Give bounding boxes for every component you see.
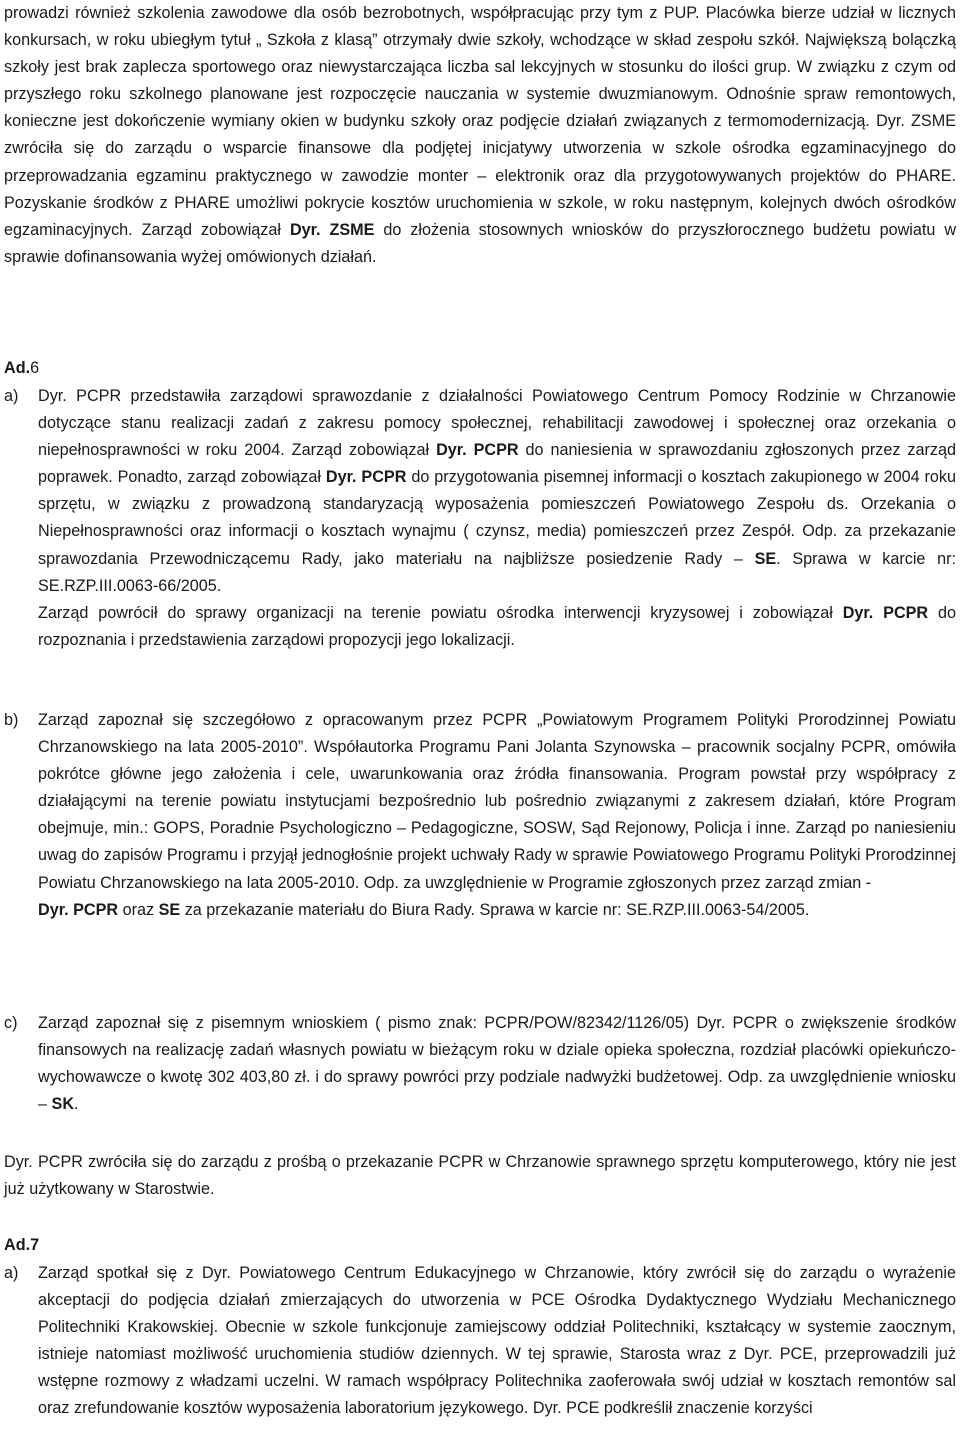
ad6-b-text-2: oraz <box>122 900 155 919</box>
ad7-heading-label: Ad.7 <box>4 1236 40 1254</box>
ad6-item-b <box>4 707 956 924</box>
ad6-a-text-4: . Sprawa w karcie nr: SE.RZP.III.0063-66/2005. <box>38 549 956 595</box>
ad6-a-p2-bold-1: Dyr. PCPR <box>842 603 929 622</box>
ad6-item-a-letter: a) <box>4 387 19 405</box>
ad6-a-text-3: do przygotowania pisemnej informacji o kosztach zakupionego w 2004 roku sprzętu, w związku z prowadzoną standaryzacją wyposażenia pomieszczeń Powiatowego Zespołu ds. Orzekania o Niepełnosprawności oraz informacji o kosztach wynajmu ( czynsz, media) pomieszczeń przez Zespół. Odp. za przekazanie sprawozdania Przewodniczącemu Rady, jako materiału na najbliższe posiedzenie Rady – <box>38 468 956 568</box>
ad6-item-b-letter: b) <box>4 711 19 729</box>
ad6-b-text-1: Zarząd zapoznał się szczegółowo z opracowanym przez PCPR „Powiatowym Programem Polityki Prorodzinnej Powiatu Chrzanowskiego na lata 2005-2010”. Współautorka Programu Pani Jolanta Szynowska – pracownik socjalny PCPR, omówiła pokrótce główne jego założenia i cele, uwarunkowania oraz źródła finansowania. Program powstał przy współpracy z działającymi na terenie powiatu instytucjami bezpośrednio lub pośrednio związanymi z zakresem działań, które Program obejmuje, min.: GOPS, Poradnie Psychologiczno – Pedagogiczne, SOSW, Sąd Rejonowy, Policja i inne. Zarząd po naniesieniu uwag do zapisów Programu i przyjął jednogłośnie projekt uchwały Rady w sprawie Powiatowego Programu Polityki Prorodzinnej Powiatu Chrzanowskiego na lata 2005-2010. Odp. za uwzględnienie w Programie zgłoszonych przez zarząd zmian - <box>38 711 956 892</box>
ad6-a-p2-text-2: do rozpoznania i przedstawienia zarządowi propozycji jego lokalizacji. <box>38 603 957 649</box>
ad6-a-p2-text-1: Zarząd powrócił do sprawy organizacji na terenie powiatu ośrodka interwencji kryzysowej i zobowiązał <box>38 603 833 622</box>
ad6-b-bold-1: Dyr. PCPR <box>38 900 119 919</box>
ad6-item-b-body <box>38 707 956 924</box>
ad7-item-a <box>4 1260 956 1423</box>
ad6-item-c-body <box>38 1010 956 1118</box>
ad6-b-bold-2: SE <box>158 900 181 919</box>
ad6-a-bold-3: SE <box>754 549 777 568</box>
ad6-c-bold-1: SK <box>51 1095 75 1114</box>
ad6-c-text-1: Zarząd zapoznał się z pisemnym wnioskiem ( pismo znak: PCPR/POW/82342/1126/05) Dyr. PCPR o zwiększenie środków finansowych na realizację zadań własnych powiatu w bieżącym roku w dziale opieka społeczna, rozdział placówki opiekuńczo-wychowawcze o kwotę 302 403,80 zł. i do sprawy powróci przy podziale nadwyżki budżetowej. Odp. za uwzględnienie wniosku – <box>38 1014 956 1114</box>
ad6-heading <box>4 355 956 382</box>
ad6-a-bold-2: Dyr. PCPR <box>325 468 407 487</box>
intro-text-tail: do złożenia stosownych wniosków do przyszłorocznego budżetu powiatu w sprawie dofinansowania wyżej omówionych działań. <box>4 220 957 266</box>
ad6-heading-number: 6 <box>30 359 40 377</box>
ad6-a-text-2: do naniesienia w sprawozdaniu zgłoszonych przez zarząd poprawek. Ponadto, zarząd zobowiązał <box>38 441 956 487</box>
ad6-c-text-2: . <box>74 1095 79 1114</box>
intro-bold-ref: Dyr. ZSME <box>289 220 375 239</box>
ad7-item-a-letter: a) <box>4 1264 19 1282</box>
ad7-heading <box>4 1232 956 1259</box>
intro-paragraph <box>4 0 956 271</box>
ad6-a-bold-1: Dyr. PCPR <box>436 441 519 460</box>
ad6-b-text-3: za przekazanie materiału do Biura Rady. Sprawa w karcie nr: SE.RZP.III.0063-54/2005. <box>184 900 810 919</box>
ad6-closing-text: Dyr. PCPR zwróciła się do zarządu z prośbą o przekazanie PCPR w Chrzanowie sprawnego sprzętu komputerowego, który nie jest już użytkowany w Starostwie. <box>4 1153 956 1199</box>
ad7-item-a-body: Zarząd spotkał się z Dyr. Powiatowego Centrum Edukacyjnego w Chrzanowie, który zwrócił się do zarządu o wyrażenie akceptacji do podjęcia działań zmierzających do utworzenia w PCE Ośrodka Dydaktycznego Wydziału Mechanicznego Politechniki Krakowskiej. Obecnie w szkole funkcjonuje zamiejscowy oddział Politechniki, kształcący w systemie zaocznym, istnieje natomiast możliwość uruchomienia studiów dziennych. W tej sprawie, Starosta wraz z Dyr. PCE, przeprowadzili już wstępne rozmowy z władzami uczelni. W ramach współpracy Politechnika zaoferowała swój udział w kosztach remontów sal oraz zrefundowanie kosztów wyposażenia laboratorium językowego. Dyr. PCE podkreślił znaczenie korzyści <box>38 1264 956 1418</box>
intro-text-main: prowadzi również szkolenia zawodowe dla osób bezrobotnych, współpracując przy tym z PUP. Placówka bierze udział w licznych konkursach, w roku ubiegłym tytuł „ Szkoła z klasą” otrzymały dwie szkoły, wchodzące w skład zespołu szkół. Największą bolączką szkoły jest brak zaplecza sportowego oraz niewystarczająca liczba sal lekcyjnych w stosunku do ilości grup. W związku z czym od przyszłego roku szkolnego planowane jest rozpoczęcie nauczania w systemie dwuzmianowym. Odnośnie spraw remontowych, konieczne jest dokończenie wymiany okien w budynku szkoły oraz podjęcie działań związanych z termomodernizacją. Dyr. ZSME zwróciła się do zarządu o wsparcie finansowe dla podjętej inicjatywy utworzenia w szkole ośrodka egzaminacyjnego do przeprowadzania egzaminu praktycznego w zawodzie monter – elektronik oraz dla przygotowywanych projektów do PHARE. Pozyskanie środków z PHARE umożliwi pokrycie kosztów uruchomienia w szkole, w roku następnym, kolejnych dwóch ośrodków egzaminacyjnych. Zarząd zobowiązał <box>4 4 956 239</box>
ad6-item-c <box>4 1010 956 1118</box>
ad6-item-c-letter: c) <box>4 1014 18 1032</box>
intro-text <box>4 0 956 271</box>
ad6-heading-label: Ad. <box>4 359 31 377</box>
ad6-item-a-paragraph-2 <box>4 600 956 654</box>
ad6-a-text-1: Dyr. PCPR przedstawiła zarządowi sprawozdanie z działalności Powiatowego Centrum Pomocy Rodzinie w Chrzanowie dotyczące stanu realizacji zadań z zakresu pomocy społecznej, rehabilitacji zawodowej i społecznej oraz orzekania o niepełnosprawności w roku 2004. Zarząd zobowiązał <box>38 387 956 460</box>
ad6-item-a-body <box>38 383 956 600</box>
ad6-item-a <box>4 383 956 654</box>
ad6-closing-paragraph <box>4 1149 956 1203</box>
